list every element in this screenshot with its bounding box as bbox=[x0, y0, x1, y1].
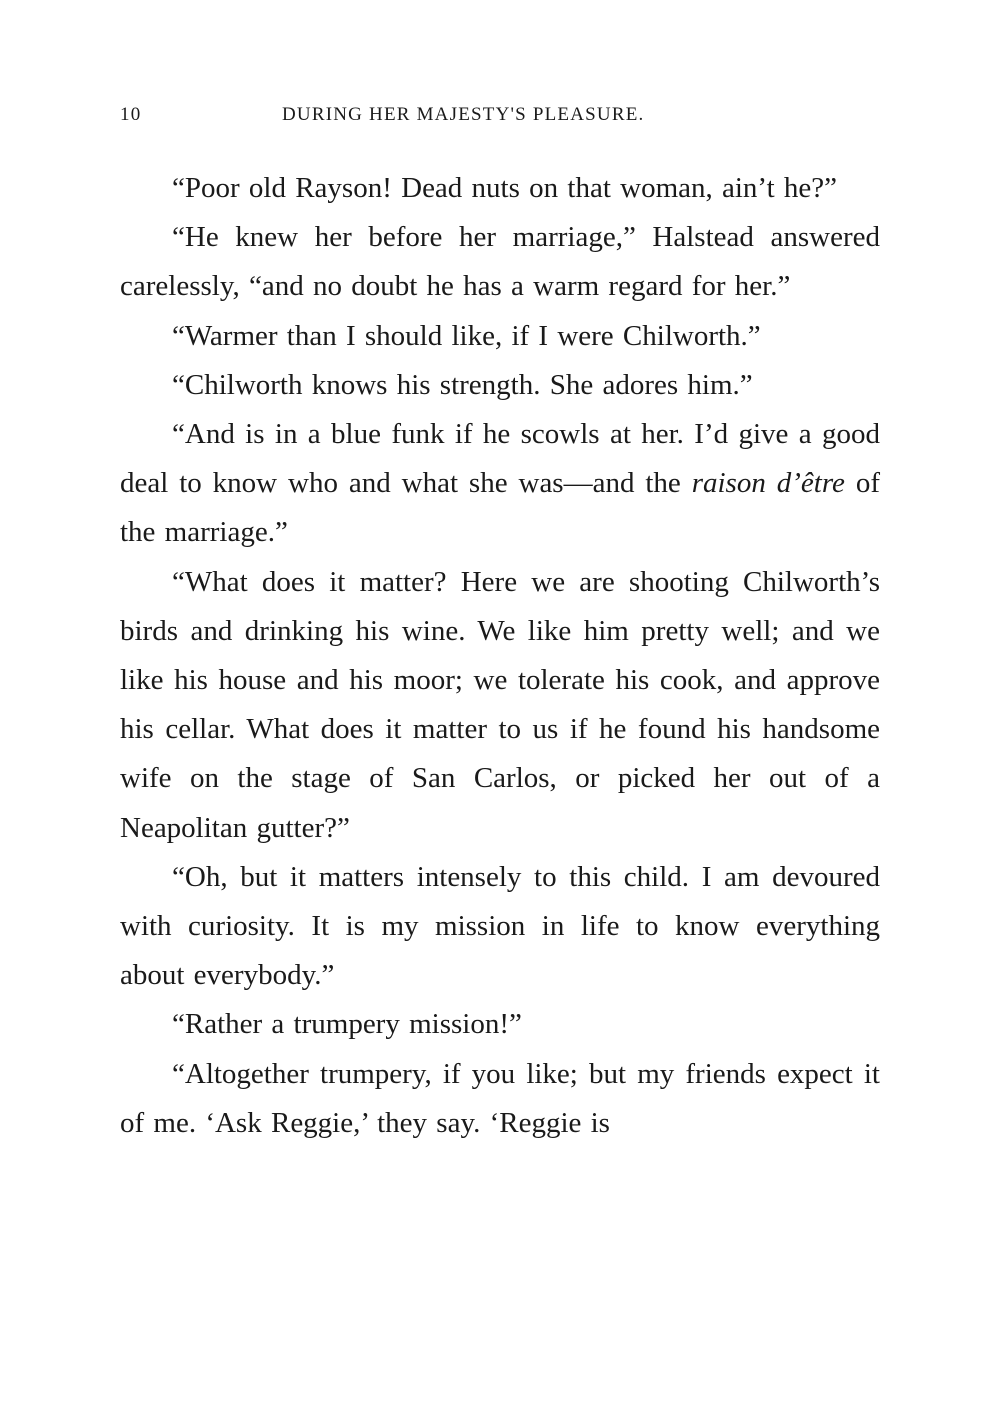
paragraph bbox=[120, 410, 880, 558]
paragraph: “Warmer than I should like, if I were Chilworth.” bbox=[172, 319, 761, 352]
paragraph: “What does it matter? Here we are shooting Chilworth’s birds and drinking his wine. We like him pretty well; and we like his house and his moor; we tolerate his cook, and approve his cellar. What does it matter to us if he found his handsome wife on the stage of San Carlos, or picked her out of a Neapolitan gutter?” bbox=[120, 565, 880, 844]
body-text bbox=[120, 164, 880, 1148]
paragraph: “Rather a trumpery mission!” bbox=[172, 1008, 522, 1041]
paragraph: “Altogether trumpery, if you like; but my friends expect it of me. ‘Ask Reggie,’ they say. ‘Reggie is bbox=[120, 1057, 880, 1139]
paragraph: “Poor old Rayson! Dead nuts on that woman, ain’t he?” bbox=[172, 172, 837, 204]
paragraph-text: “And is in a blue funk if he scowls at her. I’d give a good deal to know who and what she was—and the bbox=[120, 418, 880, 500]
paragraph-text: of the marriage.” bbox=[120, 467, 880, 549]
paragraph: “Oh, but it matters intensely to this child. I am devoured with curiosity. It is my mission in life to know everything about everybody.” bbox=[120, 860, 880, 992]
running-title: DURING HER MAJESTY'S PLEASURE. bbox=[282, 104, 645, 125]
italic-phrase: raison d’être bbox=[691, 467, 845, 500]
paragraph: “He knew her before her marriage,” Halstead answered carelessly, “and no doubt he has a warm regard for her.” bbox=[120, 221, 880, 303]
page-header bbox=[120, 104, 880, 134]
page-number: 10 bbox=[120, 104, 142, 125]
paragraph: “Chilworth knows his strength. She adores him.” bbox=[172, 368, 753, 401]
